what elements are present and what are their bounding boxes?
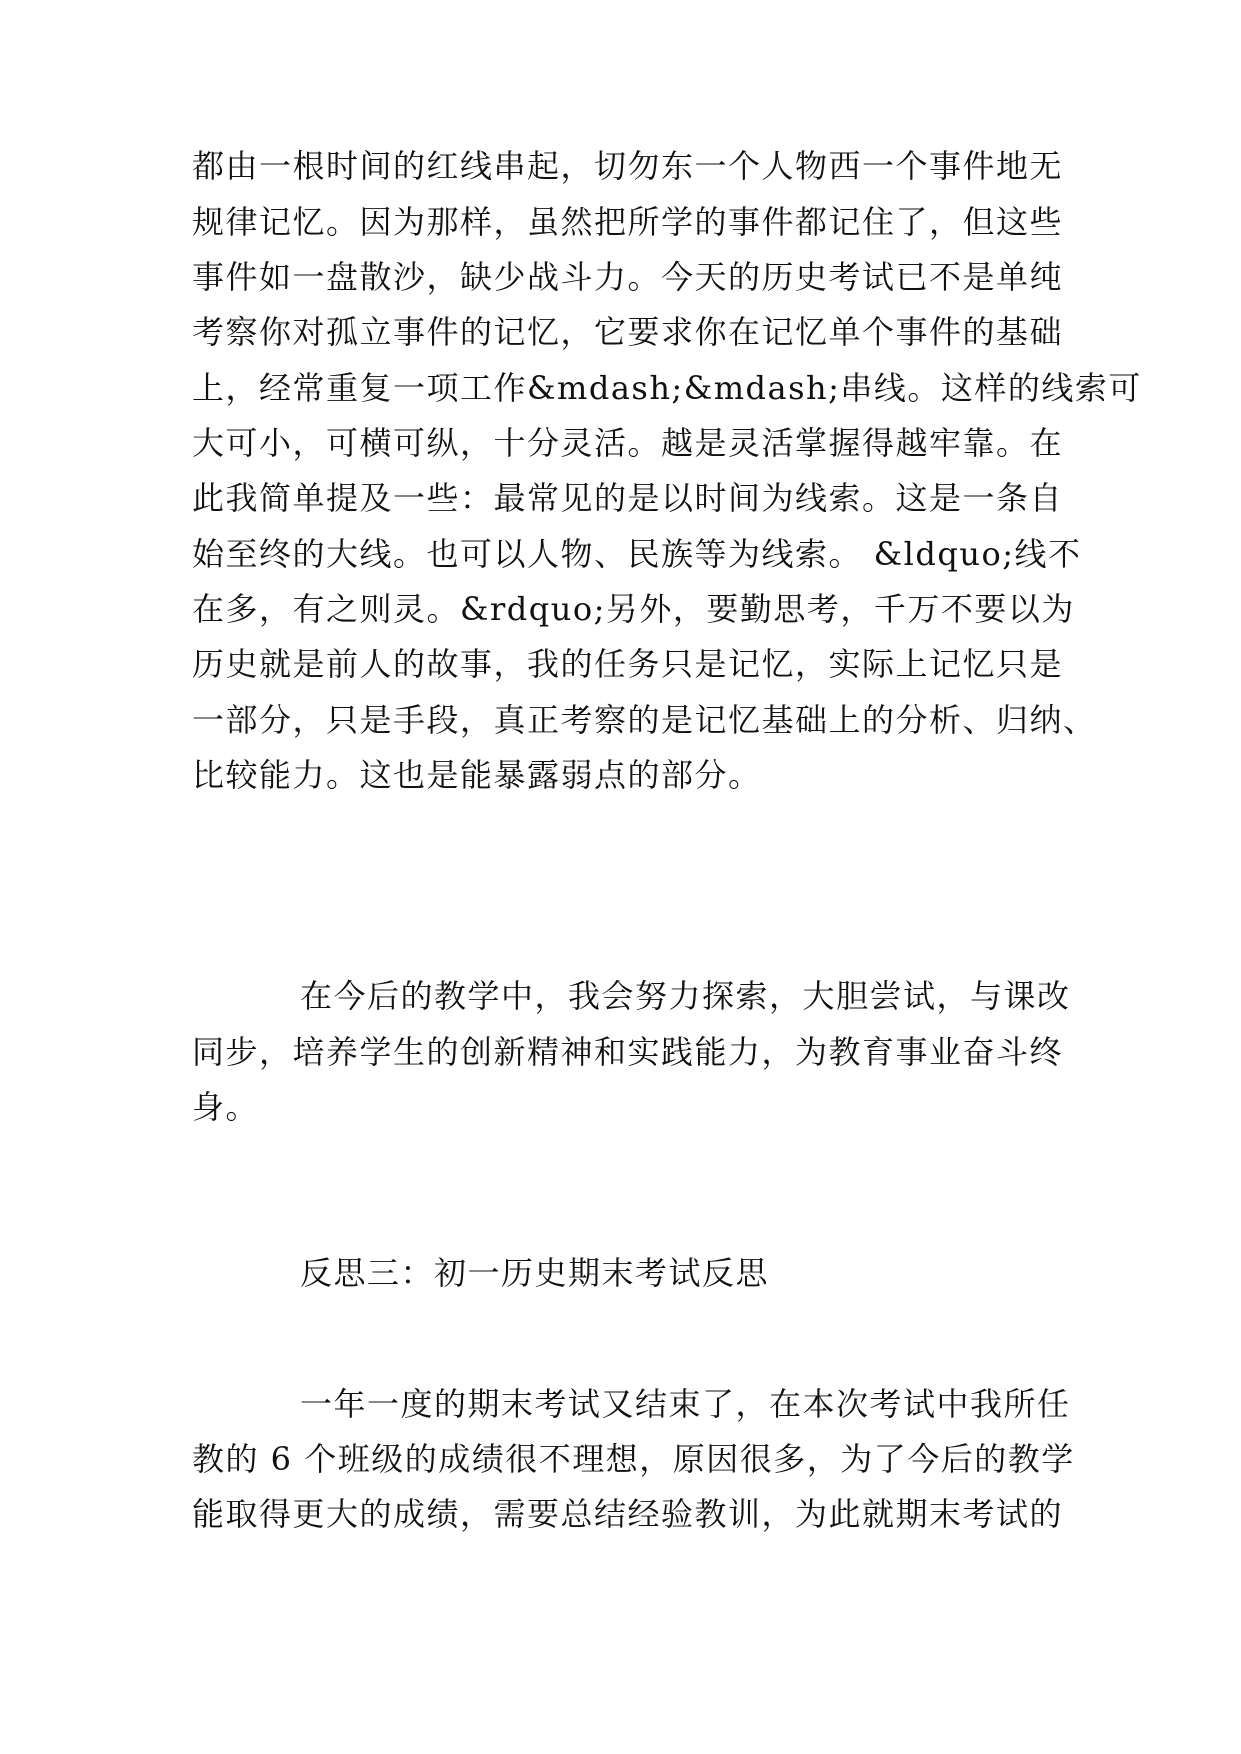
text-line: 身。 — [192, 1088, 260, 1126]
text-line: 教的 6 个班级的成绩很不理想，原因很多，为了今后的教学 — [192, 1440, 1075, 1478]
text-line: 都由一根时间的红线串起，切勿东一个人物西一个事件地无 — [192, 147, 1064, 185]
text-line: 此我简单提及一些：最常见的是以时间为线索。这是一条自 — [192, 479, 1064, 517]
text-line: 在多，有之则灵。&rdquo;另外，要勤思考，千万不要以为 — [192, 590, 1075, 628]
text-line: 始至终的大线。也可以人物、民族等为线索。 &ldquo;线不 — [192, 535, 1082, 573]
text-line: 历史就是前人的故事，我的任务只是记忆，实际上记忆只是 — [192, 645, 1064, 683]
text-line: 上，经常重复一项工作&mdash;&mdash;串线。这样的线索可 — [192, 369, 1142, 407]
text-line: 能取得更大的成绩，需要总结经验教训，为此就期末考试的 — [192, 1495, 1064, 1533]
section-heading: 反思三：初一历史期末考试反思 — [300, 1254, 770, 1292]
text-line: 事件如一盘散沙，缺少战斗力。今天的历史考试已不是单纯 — [192, 258, 1064, 296]
text-line: 一年一度的期末考试又结束了，在本次考试中我所任 — [300, 1385, 1071, 1423]
text-line: 考察你对孤立事件的记忆，它要求你在记忆单个事件的基础 — [192, 313, 1064, 351]
text-line: 比较能力。这也是能暴露弱点的部分。 — [192, 756, 762, 794]
text-line: 规律记忆。因为那样，虽然把所学的事件都记住了，但这些 — [192, 203, 1064, 241]
text-line: 大可小，可横可纵，十分灵活。越是灵活掌握得越牢靠。在 — [192, 424, 1064, 462]
text-line: 同步，培养学生的创新精神和实践能力，为教育事业奋斗终 — [192, 1033, 1064, 1071]
text-line: 在今后的教学中，我会努力探索，大胆尝试，与课改 — [300, 977, 1071, 1015]
text-line: 一部分，只是手段，真正考察的是记忆基础上的分析、归纳、 — [192, 701, 1097, 739]
